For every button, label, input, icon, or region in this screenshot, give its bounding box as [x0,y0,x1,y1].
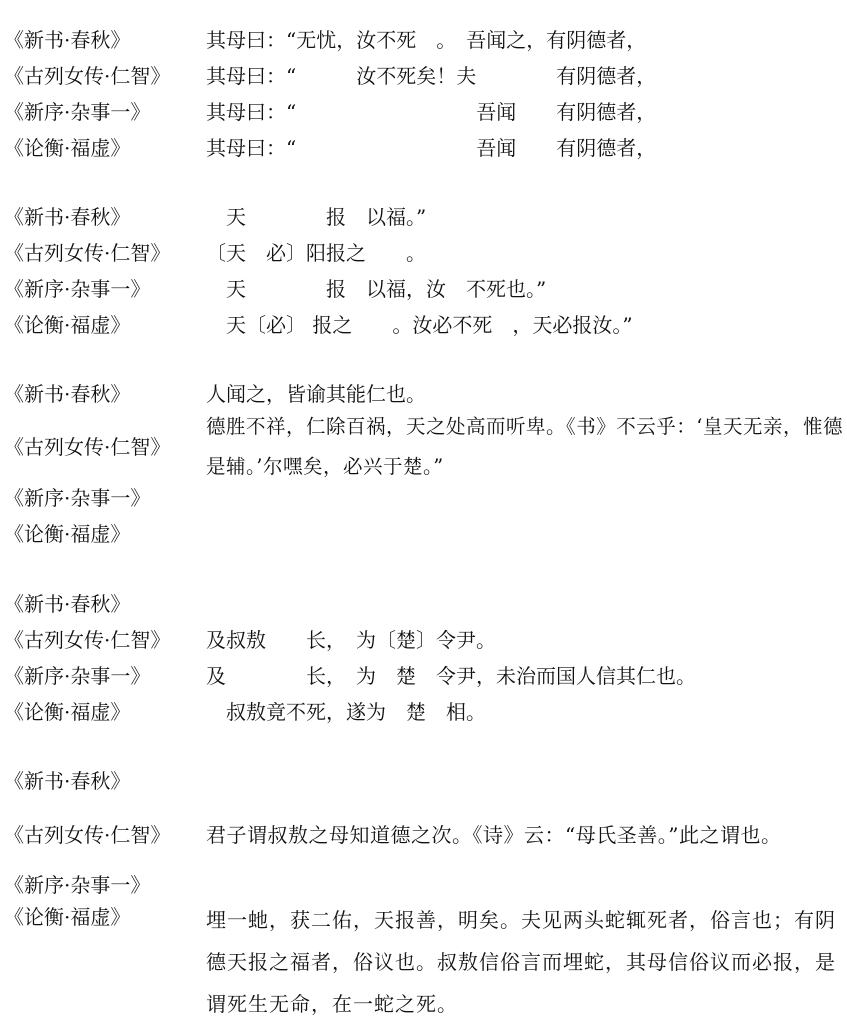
text-row [4,658,843,694]
passage-text: 其母曰：“ 吾闻 有阴德者， [206,136,657,160]
text-row [4,899,843,1021]
source-title: 《古列女传·仁智》 [4,435,171,459]
source-title: 《新序·杂事一》 [4,873,151,897]
text-row [4,406,843,488]
text-row [4,867,843,903]
text-row [4,763,843,799]
text-row [4,94,843,130]
text-row [4,480,843,516]
text-row [4,271,843,307]
passage-text: 及 长， 为 楚 令尹，未治而国人信其仁也。 [206,664,696,688]
passage-text: 天 报 以福，汝 不死也。” [206,277,547,301]
passage-text: 君子谓叔敖之母知道德之次。《诗》云：“母氏圣善。”此之谓也。 [206,823,782,847]
text-row [4,199,843,235]
source-title: 《古列女传·仁智》 [4,241,171,265]
text-row [4,307,843,343]
source-title: 《新序·杂事一》 [4,664,151,688]
text-row [4,516,843,552]
text-row [4,795,843,875]
passage-text: 其母曰：“无忧，汝不死 。 吾闻之，有阴德者， [206,28,647,52]
text-row [4,235,843,271]
source-title: 《论衡·福虚》 [4,136,131,160]
passage-text: 天〔必〕 报之 。汝必不死 ，天必报汝。” [206,313,633,337]
text-row [4,622,843,658]
source-title: 《新序·杂事一》 [4,277,151,301]
source-title: 《古列女传·仁智》 [4,64,171,88]
source-title: 《论衡·福虚》 [4,700,131,724]
text-row [4,22,843,58]
source-title: 《论衡·福虚》 [4,522,131,546]
passage-text: 其母曰：“ 吾闻 有阴德者， [206,100,657,124]
passage-text: 人闻之，皆谕其能仁也。 [206,382,426,406]
source-title: 《论衡·福虚》 [4,905,131,929]
passage-text: 天 报 以福。” [206,205,427,229]
passage-text: 其母曰：“ 汝不死矣！夫 有阴德者， [206,64,657,88]
source-title: 《新书·春秋》 [4,205,131,229]
text-row [4,586,843,622]
text-row [4,58,843,94]
source-title: 《新书·春秋》 [4,28,131,52]
passage-text: 〔天 必〕阳报之 。 [206,241,426,265]
source-title: 《新序·杂事一》 [4,486,151,510]
source-title: 《古列女传·仁智》 [4,628,171,652]
text-row [4,694,843,730]
passage-text: 叔敖竟不死，遂为 楚 相。 [206,700,486,724]
passage-text: 埋一虵，获二佑，天报善，明矣。夫见两头蛇辄死者，俗言也；有阴德天报之福者，俗议也。叔敖信俗言而埋蛇，其母信俗议而必报，是谓死生无命，在一蛇之死。 [206,908,836,1016]
passage-text: 及叔敖 长， 为〔楚〕令尹。 [206,628,496,652]
source-title: 《古列女传·仁智》 [4,823,171,847]
source-title: 《新书·春秋》 [4,592,131,616]
source-title: 《新书·春秋》 [4,382,131,406]
passage-text: 德胜不祥，仁除百祸，天之处高而听卑。《书》不云乎：‘皇天无亲，惟德是辅。’尔嘿矣，必兴于楚。” [206,415,843,478]
source-title: 《新书·春秋》 [4,769,131,793]
text-row [4,130,843,166]
source-title: 《论衡·福虚》 [4,313,131,337]
source-title: 《新序·杂事一》 [4,100,151,124]
